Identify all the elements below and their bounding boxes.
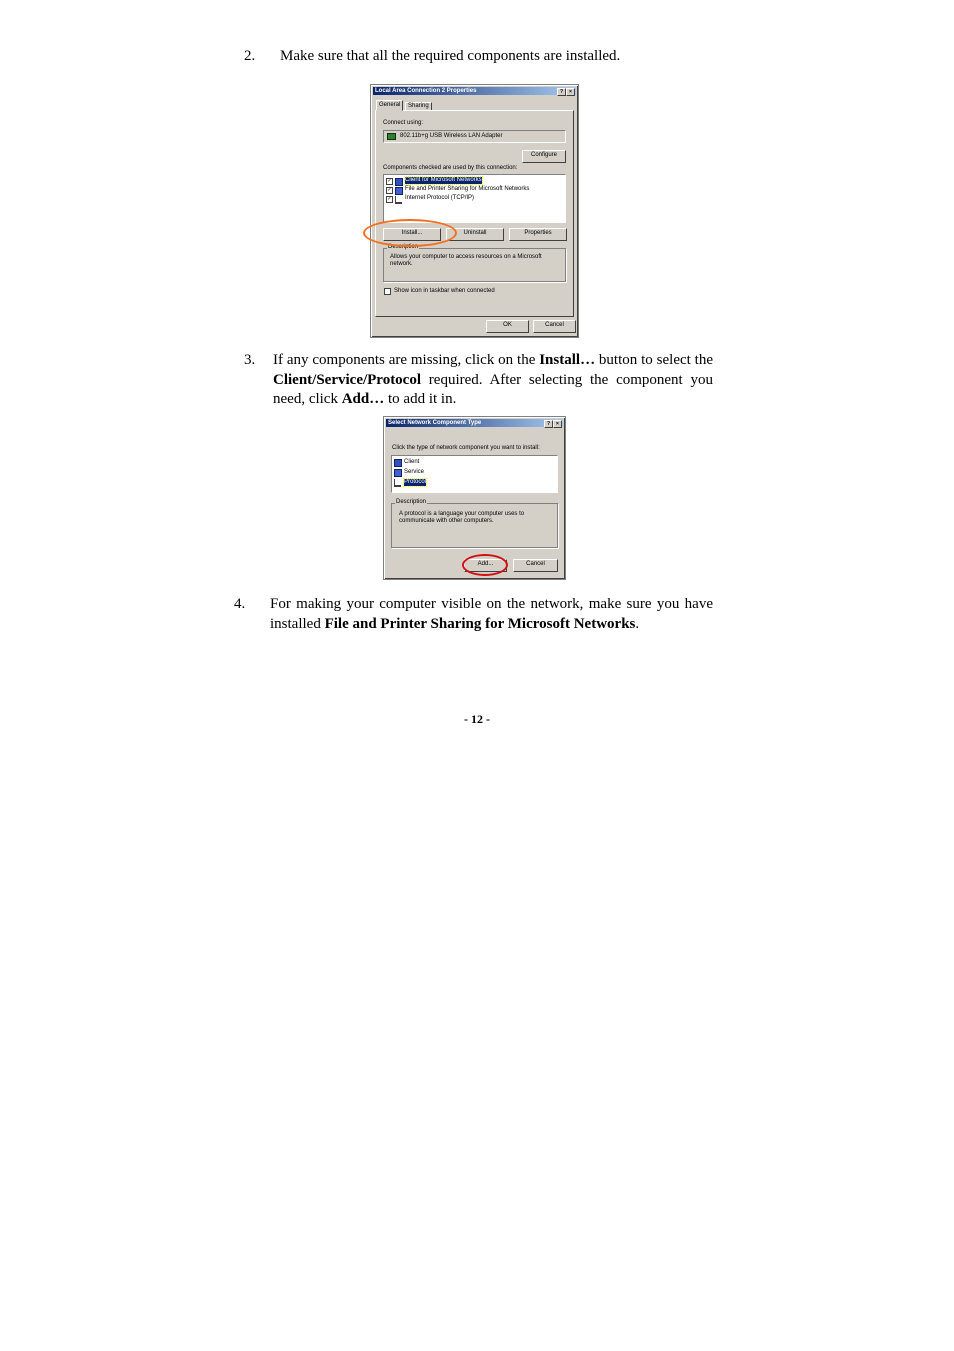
description-label: Description [388,244,419,250]
lan-properties-dialog [370,84,579,338]
adapter-field [383,130,566,143]
configure-button[interactable]: Configure [522,150,566,163]
step-3-number: 3. [244,352,256,368]
dialog-title: Select Network Component Type [388,420,482,426]
client-icon [394,459,402,467]
network-adapter-icon [387,133,396,140]
description-text: Allows your computer to access resources on a Microsoft network. [390,254,542,267]
prompt-label: Click the type of network component you want to install: [392,445,540,451]
component-label: Client for Microsoft Networks [405,177,482,183]
component-checkbox[interactable]: ✓ [387,178,392,184]
component-label: Internet Protocol (TCP/IP) [405,195,475,201]
type-label: Protocol [404,479,427,485]
tab-general[interactable]: General [376,100,403,111]
ok-button[interactable]: OK [486,320,529,333]
type-row-client[interactable] [394,458,494,467]
step-3-add: Add… [341,391,385,407]
components-list [383,174,566,223]
step-3-text: required. After selecting the component you need, click [273,371,713,407]
component-row[interactable] [386,177,556,185]
protocol-icon [395,196,402,204]
connect-using-label: Connect using: [383,120,424,126]
cancel-button[interactable]: Cancel [533,320,576,333]
description-group [391,503,558,548]
description-text: A protocol is a language your computer uses to communicate with other computers. [399,511,525,524]
type-label: Service [404,469,425,475]
step-4-text: For making your computer visible on the network, make sure you have installed [270,596,713,632]
step-2-text: Make sure that all the required components are installed. [280,48,621,64]
protocol-icon [394,479,401,487]
component-row[interactable] [386,195,556,203]
show-icon-checkbox[interactable] [384,288,391,295]
description-label: Description [396,499,427,505]
step-4 [234,595,713,634]
step-2 [244,47,724,67]
component-checkbox[interactable]: ✓ [387,187,392,193]
type-label: Client [404,459,420,465]
dialog-title-bar[interactable] [386,419,563,427]
show-icon-label: Show icon in taskbar when connected [394,288,495,294]
component-label: File and Printer Sharing for Microsoft Networks [405,186,530,192]
step-2-number: 2. [244,48,256,64]
service-icon [395,187,403,195]
tab-sharing[interactable]: Sharing [405,102,432,111]
component-checkbox[interactable]: ✓ [387,196,392,202]
add-button[interactable]: Add... [464,559,507,572]
install-highlight-ellipse [363,219,457,247]
type-row-service[interactable] [394,468,494,477]
client-icon [395,178,403,186]
step-4-number: 4. [234,596,246,612]
components-label: Components checked are used by this connection: [383,165,518,171]
step-3 [244,351,713,410]
component-row[interactable] [386,186,556,194]
step-3-text: button to select the [595,352,713,368]
service-icon [394,469,402,477]
step-4-text: . [635,615,640,632]
help-button[interactable]: ? [557,88,566,96]
component-type-list [391,455,558,493]
uninstall-button[interactable]: Uninstall [446,228,504,241]
properties-button[interactable]: Properties [509,228,567,241]
adapter-name: 802.11b+g USB Wireless LAN Adapter [400,133,503,139]
install-button[interactable]: Install... [383,228,441,241]
step-3-client-service-protocol: Client/Service/Protocol [273,371,422,388]
step-3-text: to add it in. [384,391,457,407]
page-number: - 12 - [464,712,490,726]
type-row-protocol[interactable] [394,478,494,487]
close-button[interactable]: × [553,420,562,428]
add-highlight-ellipse [462,554,508,576]
help-button[interactable]: ? [544,420,553,428]
cancel-button[interactable]: Cancel [513,559,558,572]
step-3-install: Install… [539,352,596,368]
step-4-file-printer-sharing: File and Printer Sharing for Microsoft Networks [324,615,636,632]
dialog-title-bar[interactable] [373,87,576,95]
close-button[interactable]: × [566,88,575,96]
step-3-text: If any components are missing, click on the [273,352,540,368]
dialog-title: Local Area Connection 2 Properties [375,88,477,94]
